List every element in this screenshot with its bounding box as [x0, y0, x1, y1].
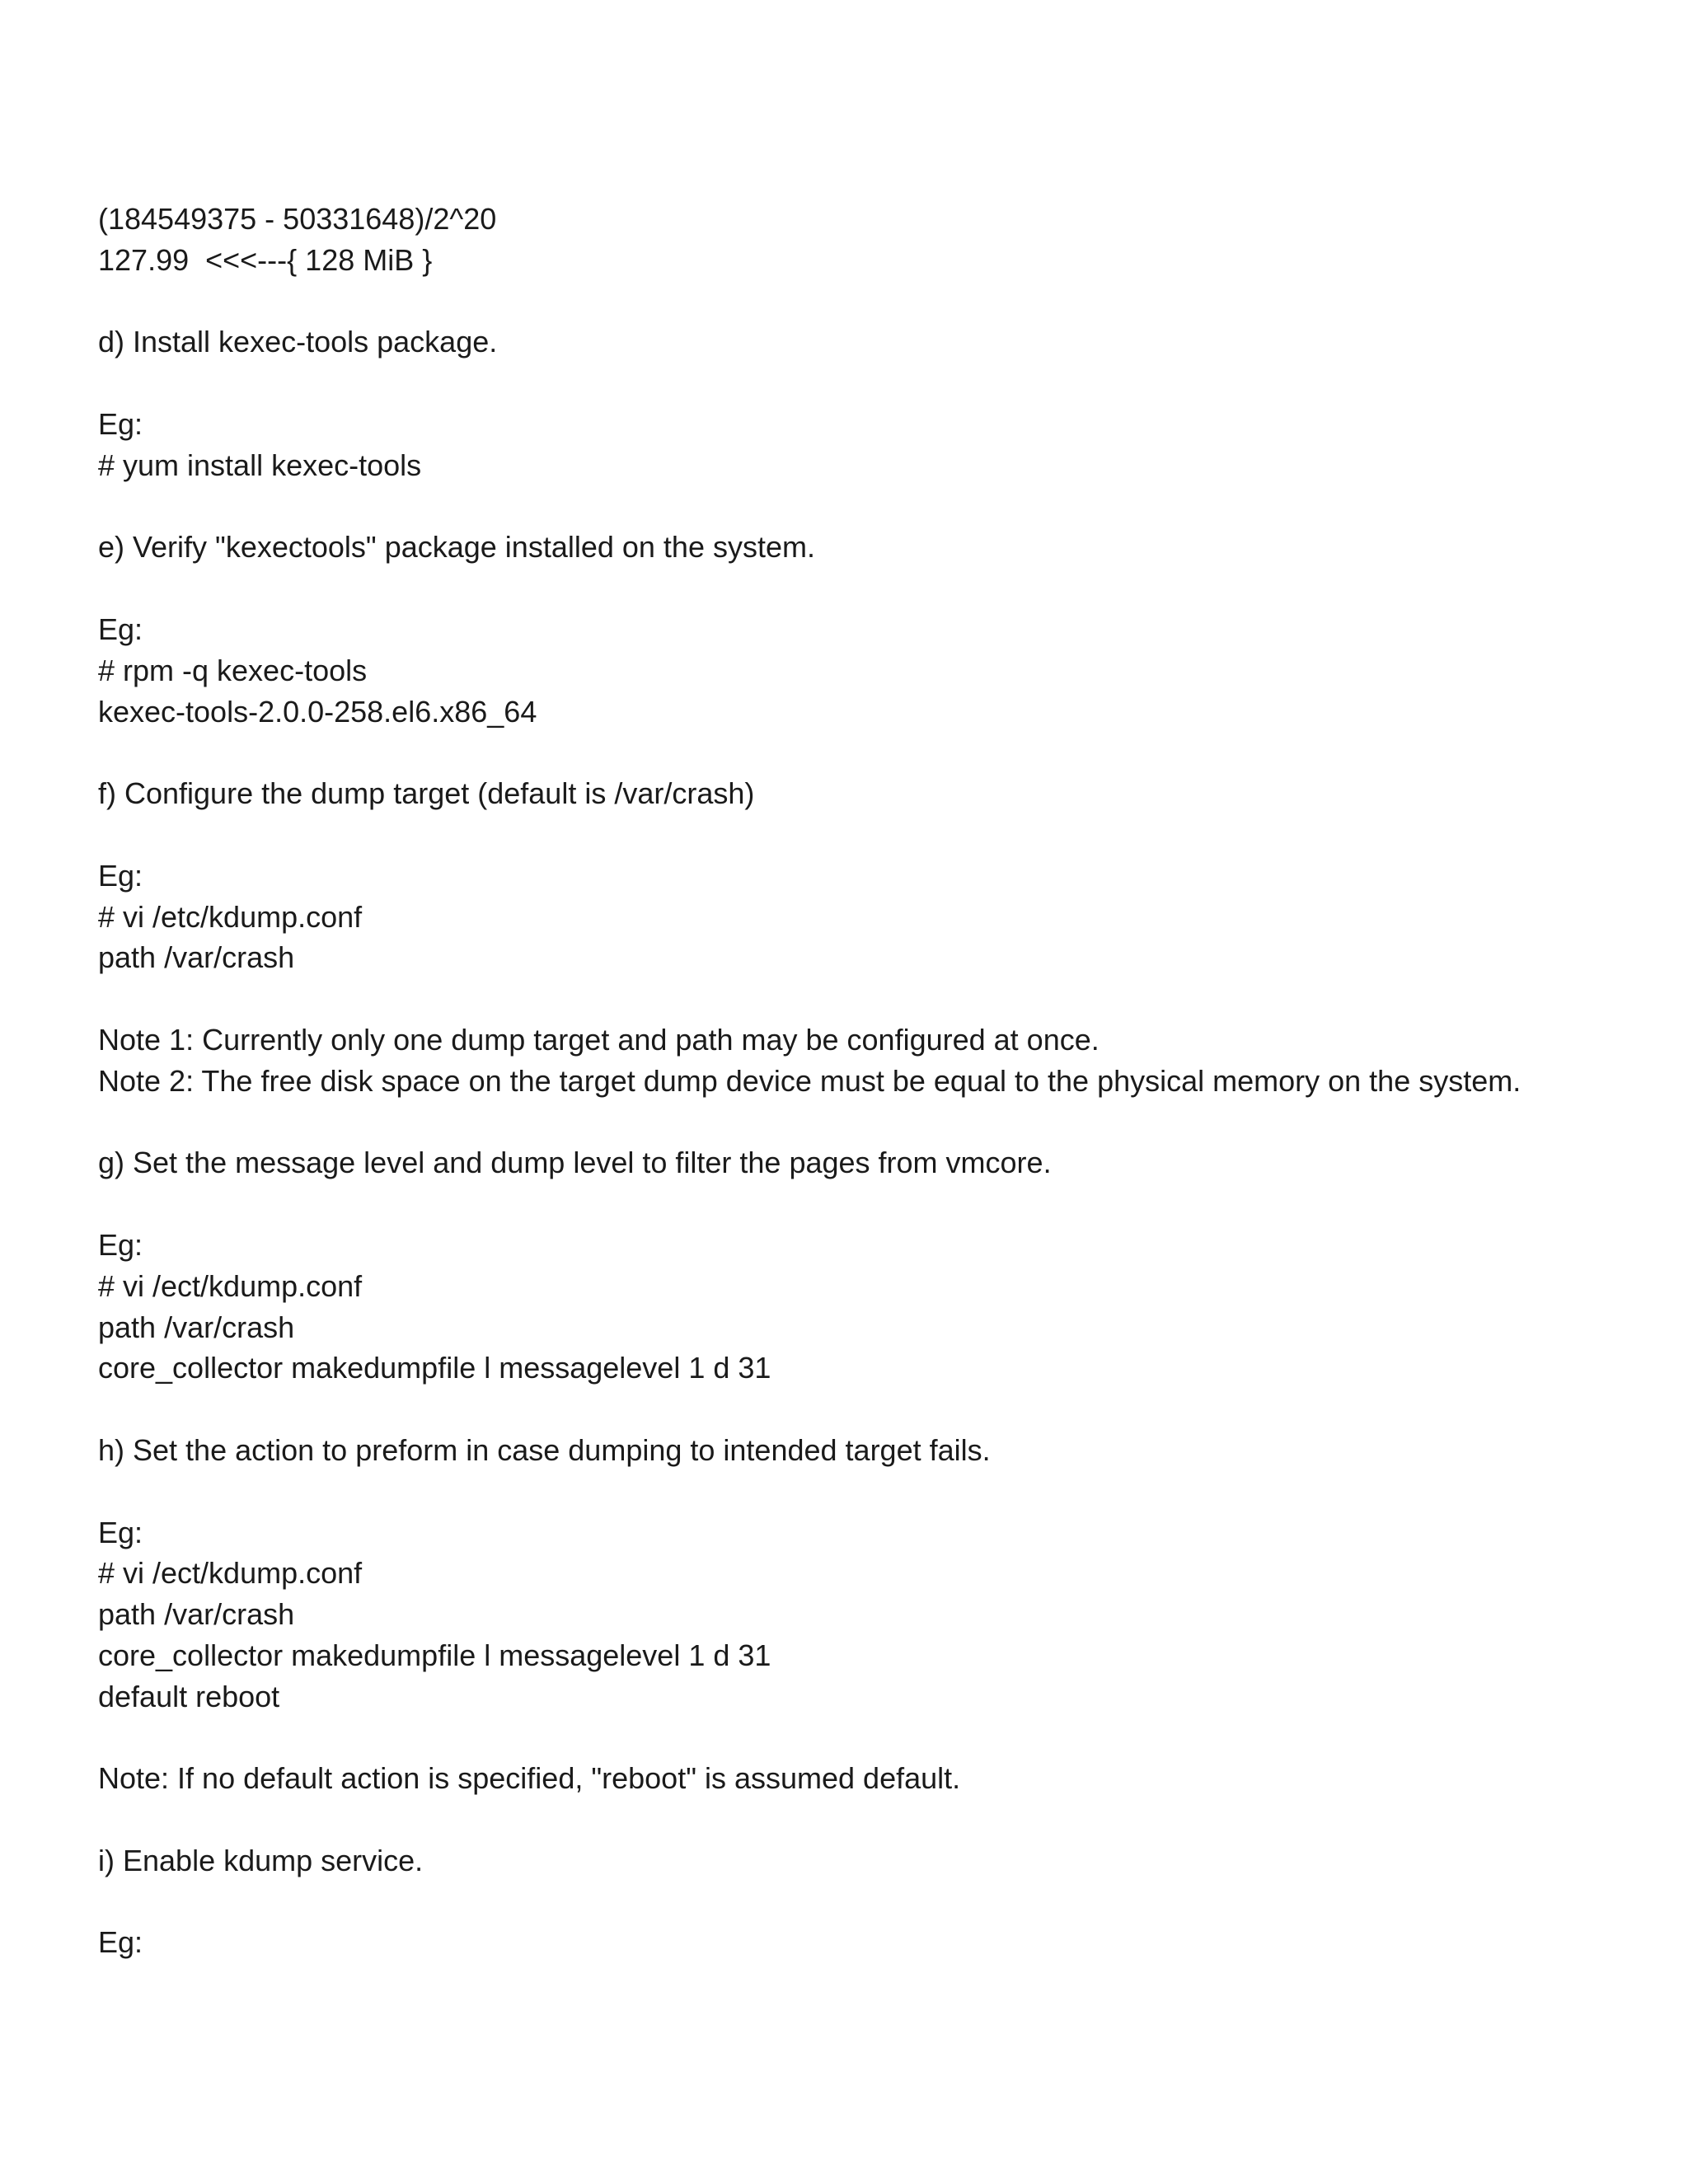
config-line: path /var/crash — [98, 1310, 295, 1344]
step-f-heading: f) Configure the dump target (default is /var/crash) — [98, 776, 755, 811]
config-line: path /var/crash — [98, 1597, 295, 1632]
note-line: Note 2: The free disk space on the target dump device must be equal to the physical memory on the system. — [98, 1063, 1522, 1098]
step-d-heading: d) Install kexec-tools package. — [98, 325, 498, 359]
config-line: path /var/crash — [98, 940, 295, 975]
blank-line — [98, 486, 1623, 527]
blank-line — [98, 814, 1623, 855]
blank-line — [98, 1717, 1623, 1758]
step-e-heading: e) Verify "kexectools" package installed on the system. — [98, 530, 815, 565]
example-label: Eg: — [98, 1515, 143, 1549]
blank-line — [98, 732, 1623, 773]
calc-result: 127.99 <<<---{ 128 MiB } — [98, 242, 433, 277]
example-label: Eg: — [98, 1227, 143, 1262]
blank-line — [98, 978, 1623, 1019]
blank-line — [98, 281, 1623, 322]
step-g-heading: g) Set the message level and dump level to filter the pages from vmcore. — [98, 1146, 1052, 1180]
example-label: Eg: — [98, 406, 143, 441]
step-h-heading: h) Set the action to preform in case dumping to intended target fails. — [98, 1432, 991, 1467]
config-line: core_collector makedumpfile l messagelevel 1 d 31 — [98, 1351, 771, 1385]
example-label: Eg: — [98, 612, 143, 646]
calc-expression: (184549375 - 50331648)/2^20 — [98, 202, 497, 236]
config-line: core_collector makedumpfile l messagelevel 1 d 31 — [98, 1638, 771, 1672]
command-output: kexec-tools-2.0.0-258.el6.x86_64 — [98, 694, 537, 729]
blank-line — [98, 568, 1623, 609]
blank-line — [98, 1102, 1623, 1143]
blank-line — [98, 1882, 1623, 1923]
config-line: default reboot — [98, 1679, 280, 1713]
blank-line — [98, 1471, 1623, 1512]
step-i-heading: i) Enable kdump service. — [98, 1843, 424, 1877]
blank-line — [98, 1183, 1623, 1225]
command-line: # vi /ect/kdump.conf — [98, 1556, 363, 1591]
example-label: Eg: — [98, 1925, 143, 1960]
command-line: # yum install kexec-tools — [98, 448, 422, 482]
blank-line — [98, 1799, 1623, 1840]
note-line: Note 1: Currently only one dump target and path may be configured at once. — [98, 1022, 1100, 1057]
note-line: Note: If no default action is specified, "reboot" is assumed default. — [98, 1761, 961, 1796]
command-line: # vi /ect/kdump.conf — [98, 1268, 363, 1303]
blank-line — [98, 1389, 1623, 1430]
example-label: Eg: — [98, 858, 143, 893]
command-line: # rpm -q kexec-tools — [98, 653, 368, 687]
command-line: # vi /etc/kdump.conf — [98, 899, 363, 934]
document-body — [98, 199, 1623, 1963]
blank-line — [98, 363, 1623, 404]
